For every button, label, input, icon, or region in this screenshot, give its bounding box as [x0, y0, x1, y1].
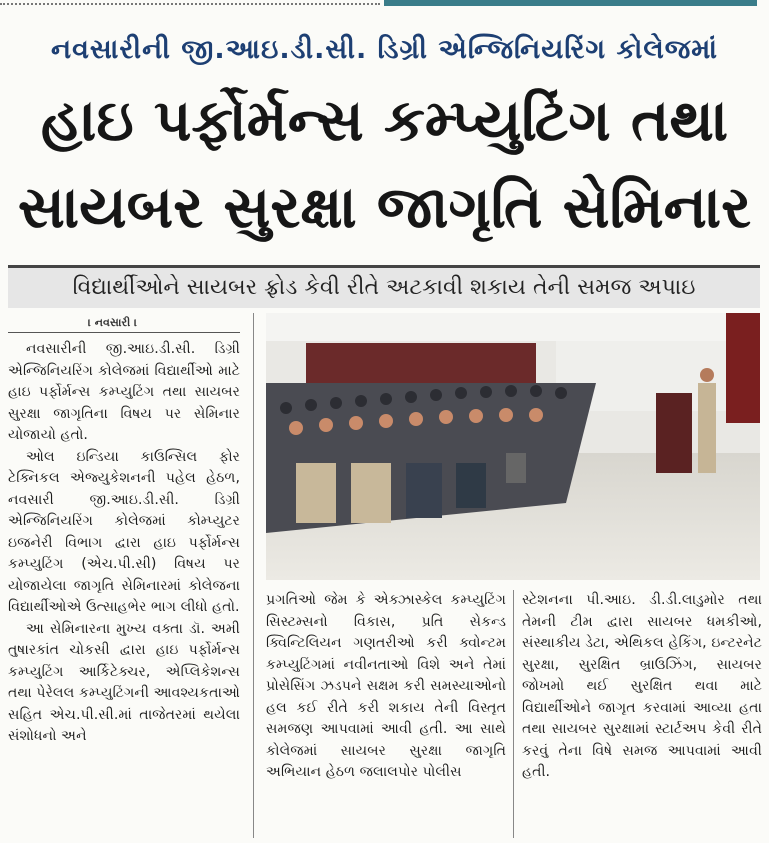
headline-line-1: હાઇ પર્ફોર્મન્સ કમ્પ્યુટિંગ તથા [40, 86, 729, 154]
subheadline: વિદ્યાર્થીઓને સાયબર ફ્રોડ કેવી રીતે અટકાવી શકાય તેની સમજ અપાઇ [72, 275, 696, 300]
column-rule [513, 590, 514, 838]
colour-band [384, 0, 757, 6]
seminar-photo [266, 313, 760, 580]
paragraph: આ સેમિનારના મુખ્ય વક્તા ડૉ. અમી તુષારકાંત ચોકસી દ્વારા હાઇ પર્ફોર્મન્સ કમ્પ્યુટિંગ આર્કિટેક્ચર, એપ્લિકેશન્સ તથા પેરેલલ કમ્પ્યુટિંગની આવશ્યકતાઓ સહિત એચ.પી.સી.માં તાજેતરમાં થયેલા સંશોધનો અને [8, 620, 240, 744]
headline-line-2: સાયબર સુરક્ષા જાગૃતિ સેમિનાર [17, 173, 752, 241]
dateline [8, 314, 240, 333]
column-1 [8, 339, 240, 748]
paragraph: નવસારીની જી.આઇ.ડી.સી. ડિગ્રી એન્જિનિયરિંગ કોલેજમાં વિદ્યાર્થીઓ માટે હાઇ પર્ફોર્મન્સ કમ્પ્યુટિંગ તથા સાયબર સુરક્ષા જાગૃતિના વિષય પર સેમિનાર યોજાયો હતો. [8, 341, 240, 443]
paragraph: પ્રગતિઓ જેમ કે એક્ઝાસ્કેલ કમ્પ્યુટિંગ સિસ્ટમ્સનો વિકાસ, પ્રતિ સેકન્ડ ક્વિન્ટિલિયન ગણતરીઓ કરી ક્વોન્ટમ કમ્પ્યુટિંગમાં નવીનતાઓ વિશે અને તેમાં પ્રોસેસિંગ ઝડપને સક્ષમ કરી સમસ્યાઓનો હલ કઈ રીતે કરી શકાય તેની વિસ્તૃત સમજણ આપવામાં આવી હતી. આ સાથે કોલેજમાં સાયબર સુરક્ષા જાગૃતિ અભિયાન હેઠળ જલાલપોર પોલીસ [266, 592, 506, 780]
kicker: નવસારીની જી.આઇ.ડી.સી. ડિગ્રી એન્જિનિયરિંગ કોલેજમાં [51, 34, 718, 65]
dotted-rule [0, 3, 380, 5]
paragraph: સ્ટેશનના પી.આઇ. ડી.ડી.લાડુમોર તથા તેમની ટીમ દ્વારા સાયબર ધમકીઓ, સંસ્થાકીય ડેટા, એથિકલ હેકિંગ, ઇન્ટરનેટ સુરક્ષા, સુરક્ષિત બ્રાઉઝિંગ, સાયબર જોખમો થઈ સુરક્ષિત થવા માટે વિદ્યાર્થીઓને જાગૃત કરવામાં આવ્યા હતા તથા સાયબર સુરક્ષામાં સ્ટાર્ટઅપ કેવી રીતે કરવું તેના વિષે સમજ આપવામાં આવી હતી. [522, 592, 762, 780]
column-3 [522, 590, 762, 784]
subheadline-bar [8, 265, 760, 308]
column-rule [253, 313, 254, 838]
dateline-text: । નવસારી । [88, 316, 138, 329]
paragraph: ઓલ ઇન્ડિયા કાઉન્સિલ ફોર ટેક્નિકલ એજ્યુકેશનની પહેલ હેઠળ, નવસારી જી.આઇ.ડી.સી. ડિગ્રી એન્જિનિયરિંગ કોલેજમાં કોમ્પ્યુટર ઇજનેરી વિભાગ દ્વારા હાઇ પર્ફોર્મન્સ કમ્પ્યુટિંગ (એચ.પી.સી) વિષય પર યોજાયેલા જાગૃતિ સેમિનારમાં કોલેજના વિદ્યાર્થીઓએ ઉત્સાહભેર ભાગ લીધો હતો. [8, 448, 240, 615]
column-2 [266, 590, 506, 784]
top-strip [0, 0, 769, 8]
